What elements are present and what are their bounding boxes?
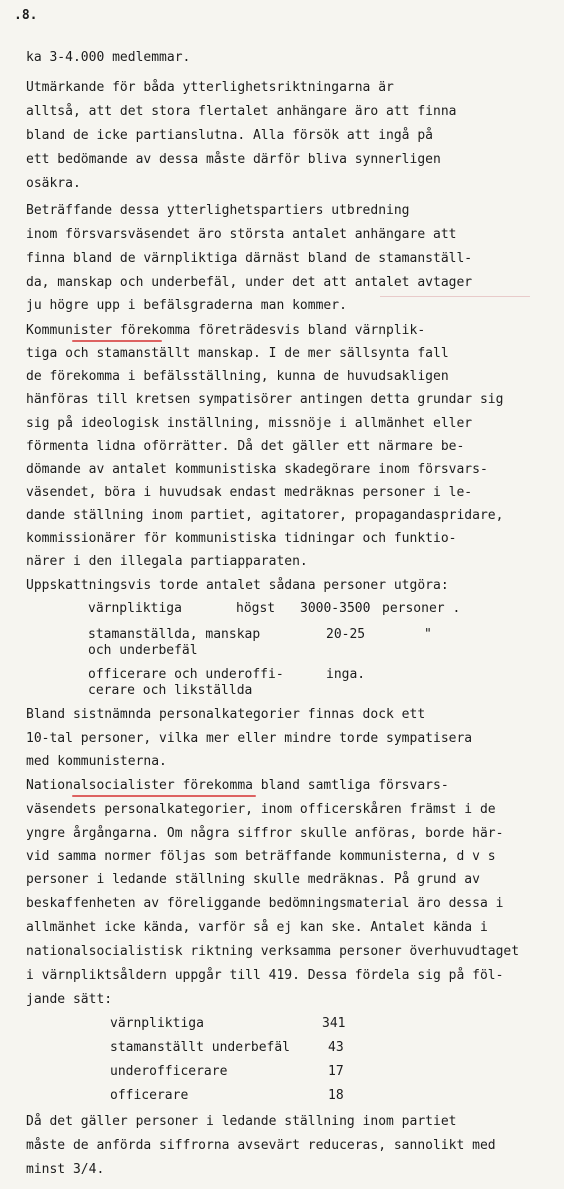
table-cell-number: 3000-3500 (300, 601, 371, 616)
text-line: ju högre upp i befälsgraderna man kommer. (26, 298, 347, 313)
text-line: kommissionärer för kommunistiska tidningar och funktio- (26, 531, 457, 546)
text-line: da, manskap och underbefäl, under det att antalet avtager (26, 275, 473, 290)
text-line: Utmärkande för båda ytterlighetsriktningarna är (26, 80, 394, 95)
text-line: Uppskattningsvis torde antalet sådana personer utgöra: (26, 578, 449, 593)
text-line: väsendets personalkategorier, inom officerskåren främst i de (26, 802, 496, 817)
text-line: Bland sistnämnda personalkategorier finnas dock ett (26, 707, 426, 722)
table-cell-value: 43 (328, 1040, 344, 1055)
text-line: dömande av antalet kommunistiska skadegörare inom försvars- (26, 462, 488, 477)
table-cell-label: värnpliktiga (110, 1016, 204, 1031)
table-cell-qualifier: högst (236, 601, 276, 616)
faint-mark (380, 296, 530, 297)
text-line: 10-tal personer, vilka mer eller mindre torde sympatisera (26, 731, 473, 746)
text-line: beskaffenheten av föreliggande bedömningsmaterial äro dessa i (26, 896, 504, 911)
text-line: ka 3-4.000 medlemmar. (26, 50, 191, 65)
text-line: alltså, att det stora flertalet anhängare äro att finna (26, 104, 457, 119)
table-cell-number: 20-25 (326, 627, 366, 642)
table-cell-category: officerare och underoffi- (88, 667, 284, 682)
text-line: tiga och stamanställt manskap. I de mer sällsynta fall (26, 346, 449, 361)
table-cell-label: underofficerare (110, 1064, 228, 1079)
table-cell-unit: personer . (382, 601, 461, 616)
text-line: Nationalsocialister förekomma bland samtliga försvars- (26, 778, 449, 793)
text-line: de förekomma i befälsställning, kunna de huvudsakligen (26, 369, 449, 384)
text-line: förmenta lidna oförrätter. Då det gäller ett närmare be- (26, 439, 465, 454)
text-line: nationalsocialistisk riktning verksamma personer överhuvudtaget (26, 944, 520, 959)
page-number: .8. (14, 8, 38, 23)
text-line: ett bedömande av dessa måste därför bliva synnerligen (26, 152, 441, 167)
table-cell-category: värnpliktiga (88, 601, 182, 616)
text-line: osäkra. (26, 176, 81, 191)
table-cell-value: 18 (328, 1088, 344, 1103)
text-line: personer i ledande ställning skulle medräknas. På grund av (26, 872, 480, 887)
text-line: yngre årgångarna. Om några siffror skulle anföras, borde här- (26, 826, 504, 841)
table-cell-value: 17 (328, 1064, 344, 1079)
table-cell-category: stamanställda, manskap (88, 627, 261, 642)
text-line: närer i den illegala partiapparaten. (26, 554, 308, 569)
table-cell-value: 341 (322, 1016, 346, 1031)
red-underline-kommunister (72, 340, 162, 342)
text-line: minst 3/4. (26, 1162, 105, 1177)
text-line: inom försvarsväsendet äro största antalet anhängare att (26, 227, 457, 242)
table-cell-label: stamanställt underbefäl (110, 1040, 291, 1055)
text-line: i värnpliktsåldern uppgår till 419. Dessa fördela sig på föl- (26, 968, 504, 983)
text-line: sig på ideologisk inställning, missnöje i allmänhet eller (26, 416, 473, 431)
text-line: dande ställning inom partiet, agitatorer, propagandaspridare, (26, 508, 504, 523)
text-line: Då det gäller personer i ledande ställning inom partiet (26, 1114, 457, 1129)
text-line: Kommunister förekomma företrädesvis bland värnplik- (26, 323, 426, 338)
text-line: väsendet, böra i huvudsak endast medräknas personer i le- (26, 485, 473, 500)
text-line: allmänhet icke kända, varför så ej kan ske. Antalet kända i (26, 920, 488, 935)
table-cell-category: och underbefäl (88, 643, 198, 658)
text-line: Beträffande dessa ytterlighetspartiers utbredning (26, 203, 410, 218)
table-cell-number: inga. (326, 667, 366, 682)
text-line: finna bland de värnpliktiga därnäst bland de stamanställ- (26, 251, 473, 266)
red-underline-nationalsocialister (72, 795, 256, 797)
table-cell-label: officerare (110, 1088, 189, 1103)
table-cell-unit: " (424, 627, 432, 642)
text-line: jande sätt: (26, 992, 113, 1007)
text-line: måste de anförda siffrorna avsevärt reduceras, sannolikt med (26, 1138, 496, 1153)
text-line: bland de icke partianslutna. Alla försök att ingå på (26, 128, 433, 143)
text-line: hänföras till kretsen sympatisörer antingen detta grundar sig (26, 392, 504, 407)
text-line: vid samma normer följas som beträffande kommunisterna, d v s (26, 849, 496, 864)
text-line: med kommunisterna. (26, 754, 167, 769)
table-cell-category: cerare och likställda (88, 683, 253, 698)
